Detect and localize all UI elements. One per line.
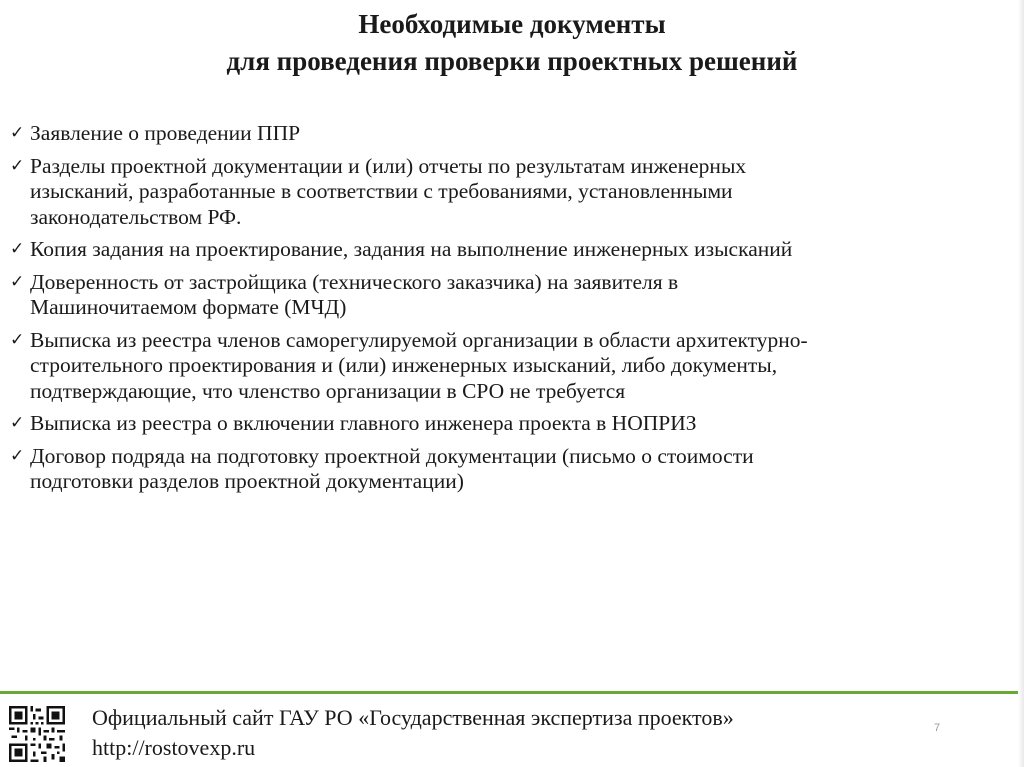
list-item-line: Машиночитаемом формате (МЧД)	[30, 295, 347, 319]
qr-code-icon[interactable]	[9, 706, 65, 762]
footer-org-name: Официальный сайт ГАУ РО «Государственная экспертиза проектов»	[92, 705, 734, 730]
footer-url-link[interactable]: http://rostovexp.ru	[92, 735, 256, 760]
page-title-line-2: для проведения проверки проектных решений	[226, 46, 798, 76]
list-item-line: Копия задания на проектирование, задания на выполнение инженерных изысканий	[30, 237, 793, 261]
list-item-text	[30, 444, 1000, 495]
page-title	[0, 6, 1024, 80]
list-item	[10, 270, 1000, 321]
page-title-line-1: Необходимые документы	[358, 9, 666, 39]
list-item-text	[30, 270, 1000, 321]
list-item	[10, 328, 1000, 405]
list-item	[10, 444, 1000, 495]
check-icon: ✓	[10, 413, 25, 433]
footer-divider	[0, 691, 1018, 694]
list-item-line: Выписка из реестра о включении главного инженера проекта в НОПРИЗ	[30, 411, 697, 435]
list-item-line: Договор подряда на подготовку проектной документации (письмо о стоимости	[30, 443, 754, 468]
list-item	[10, 121, 1000, 147]
document-list	[10, 121, 1000, 502]
check-icon: ✓	[10, 155, 25, 176]
footer	[92, 703, 734, 763]
list-item-line: изысканий, разработанные в соответствии с требованиями, установленными	[30, 179, 733, 203]
list-item-text	[30, 154, 1000, 231]
list-item-text	[30, 121, 1000, 147]
list-item-line: строительного проектирования и (или) инженерных изысканий, либо документы,	[30, 353, 778, 377]
list-item-line: Заявление о проведении ППР	[30, 121, 301, 145]
slide-edge-shadow	[1018, 0, 1024, 767]
check-icon: ✓	[10, 123, 25, 143]
check-icon: ✓	[10, 271, 25, 292]
list-item-text	[30, 237, 1000, 263]
check-icon: ✓	[10, 239, 25, 259]
page-number: 7	[934, 722, 941, 734]
check-icon: ✓	[10, 445, 25, 466]
list-item-line: подготовки разделов проектной документации)	[30, 469, 464, 493]
list-item-line: подтверждающие, что членство организации в СРО не требуется	[30, 378, 626, 403]
list-item-line: законодательством РФ.	[30, 204, 242, 229]
list-item	[10, 154, 1000, 231]
list-item	[10, 237, 1000, 263]
check-icon: ✓	[10, 329, 25, 350]
list-item-line: Разделы проектной документации и (или) отчеты по результатам инженерных	[30, 153, 747, 178]
list-item-text	[30, 328, 1000, 405]
list-item	[10, 411, 1000, 437]
list-item-line: Доверенность от застройщика (технического заказчика) на заявителя в	[30, 269, 679, 294]
list-item-text	[30, 411, 1000, 437]
list-item-line: Выписка из реестра членов саморегулируемой организации в области архитектурно-	[30, 327, 808, 352]
